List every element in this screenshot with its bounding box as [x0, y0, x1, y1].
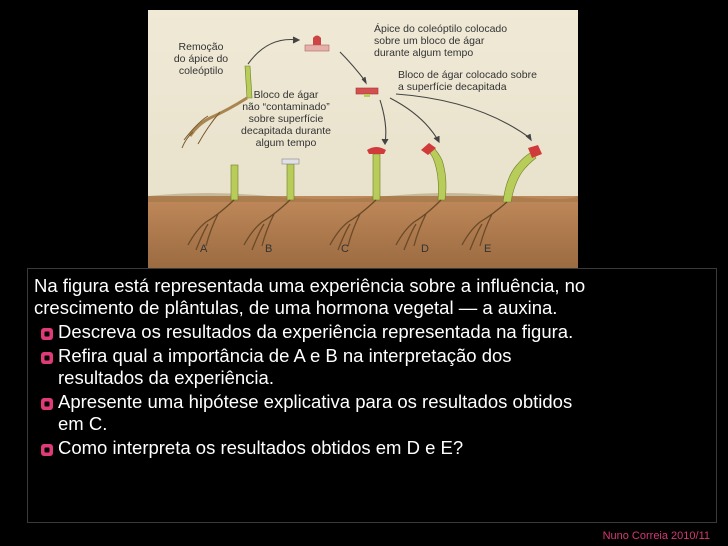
svg-text:coleóptilo: coleóptilo	[178, 65, 224, 77]
svg-text:Bloco de ágar colocado sobre: Bloco de ágar colocado sobre	[398, 69, 537, 81]
svg-text:Bloco de ágar: Bloco de ágar	[253, 89, 319, 101]
question-1: Descreva os resultados da experiência representada na figura.	[58, 321, 574, 342]
svg-text:a superfície decapitada: a superfície decapitada	[398, 81, 507, 93]
intro-line-1: Na figura está representada uma experiência sobre a influência, no	[34, 275, 586, 296]
svg-text:não “contaminado”: não “contaminado”	[242, 101, 330, 113]
svg-text:do ápice do: do ápice do	[173, 53, 229, 65]
question-3-line-2: em C.	[58, 413, 108, 434]
bullet-icon	[40, 443, 54, 457]
question-3-line-1: Apresente uma hipótese explicativa para os resultados obtidos	[58, 391, 573, 412]
bullet-icon	[40, 397, 54, 411]
label-removal	[174, 41, 228, 77]
svg-text:durante algum tempo: durante algum tempo	[374, 47, 474, 59]
letter-d: D	[421, 243, 429, 255]
bullet-icon	[40, 351, 54, 365]
intro-line-2: crescimento de plântulas, de uma hormona vegetal — a auxina.	[34, 297, 558, 318]
question-textbox	[27, 268, 717, 523]
svg-text:sobre superfície: sobre superfície	[248, 113, 324, 125]
svg-text:Remoção: Remoção	[178, 41, 224, 53]
bullet-icon	[40, 327, 54, 341]
question-2-line-1: Refira qual a importância de A e B na interpretação dos	[58, 345, 512, 366]
letter-a: A	[200, 243, 208, 255]
svg-text:Ápice do coleóptilo colocado: Ápice do coleóptilo colocado	[374, 23, 508, 35]
svg-text:sobre um bloco de ágar: sobre um bloco de ágar	[374, 35, 485, 47]
letter-e: E	[484, 243, 492, 255]
question-2-line-2: resultados da experiência.	[58, 367, 274, 388]
question-4: Como interpreta os resultados obtidos em D e E?	[58, 437, 464, 458]
letter-c: C	[341, 243, 349, 255]
auxin-experiment-figure	[148, 10, 578, 268]
letter-b: B	[265, 243, 273, 255]
footer-author: Nuno Correia 2010/11	[602, 530, 710, 542]
svg-text:decapitada durante: decapitada durante	[241, 125, 331, 137]
soil	[148, 196, 578, 268]
svg-text:algum tempo: algum tempo	[255, 137, 317, 149]
